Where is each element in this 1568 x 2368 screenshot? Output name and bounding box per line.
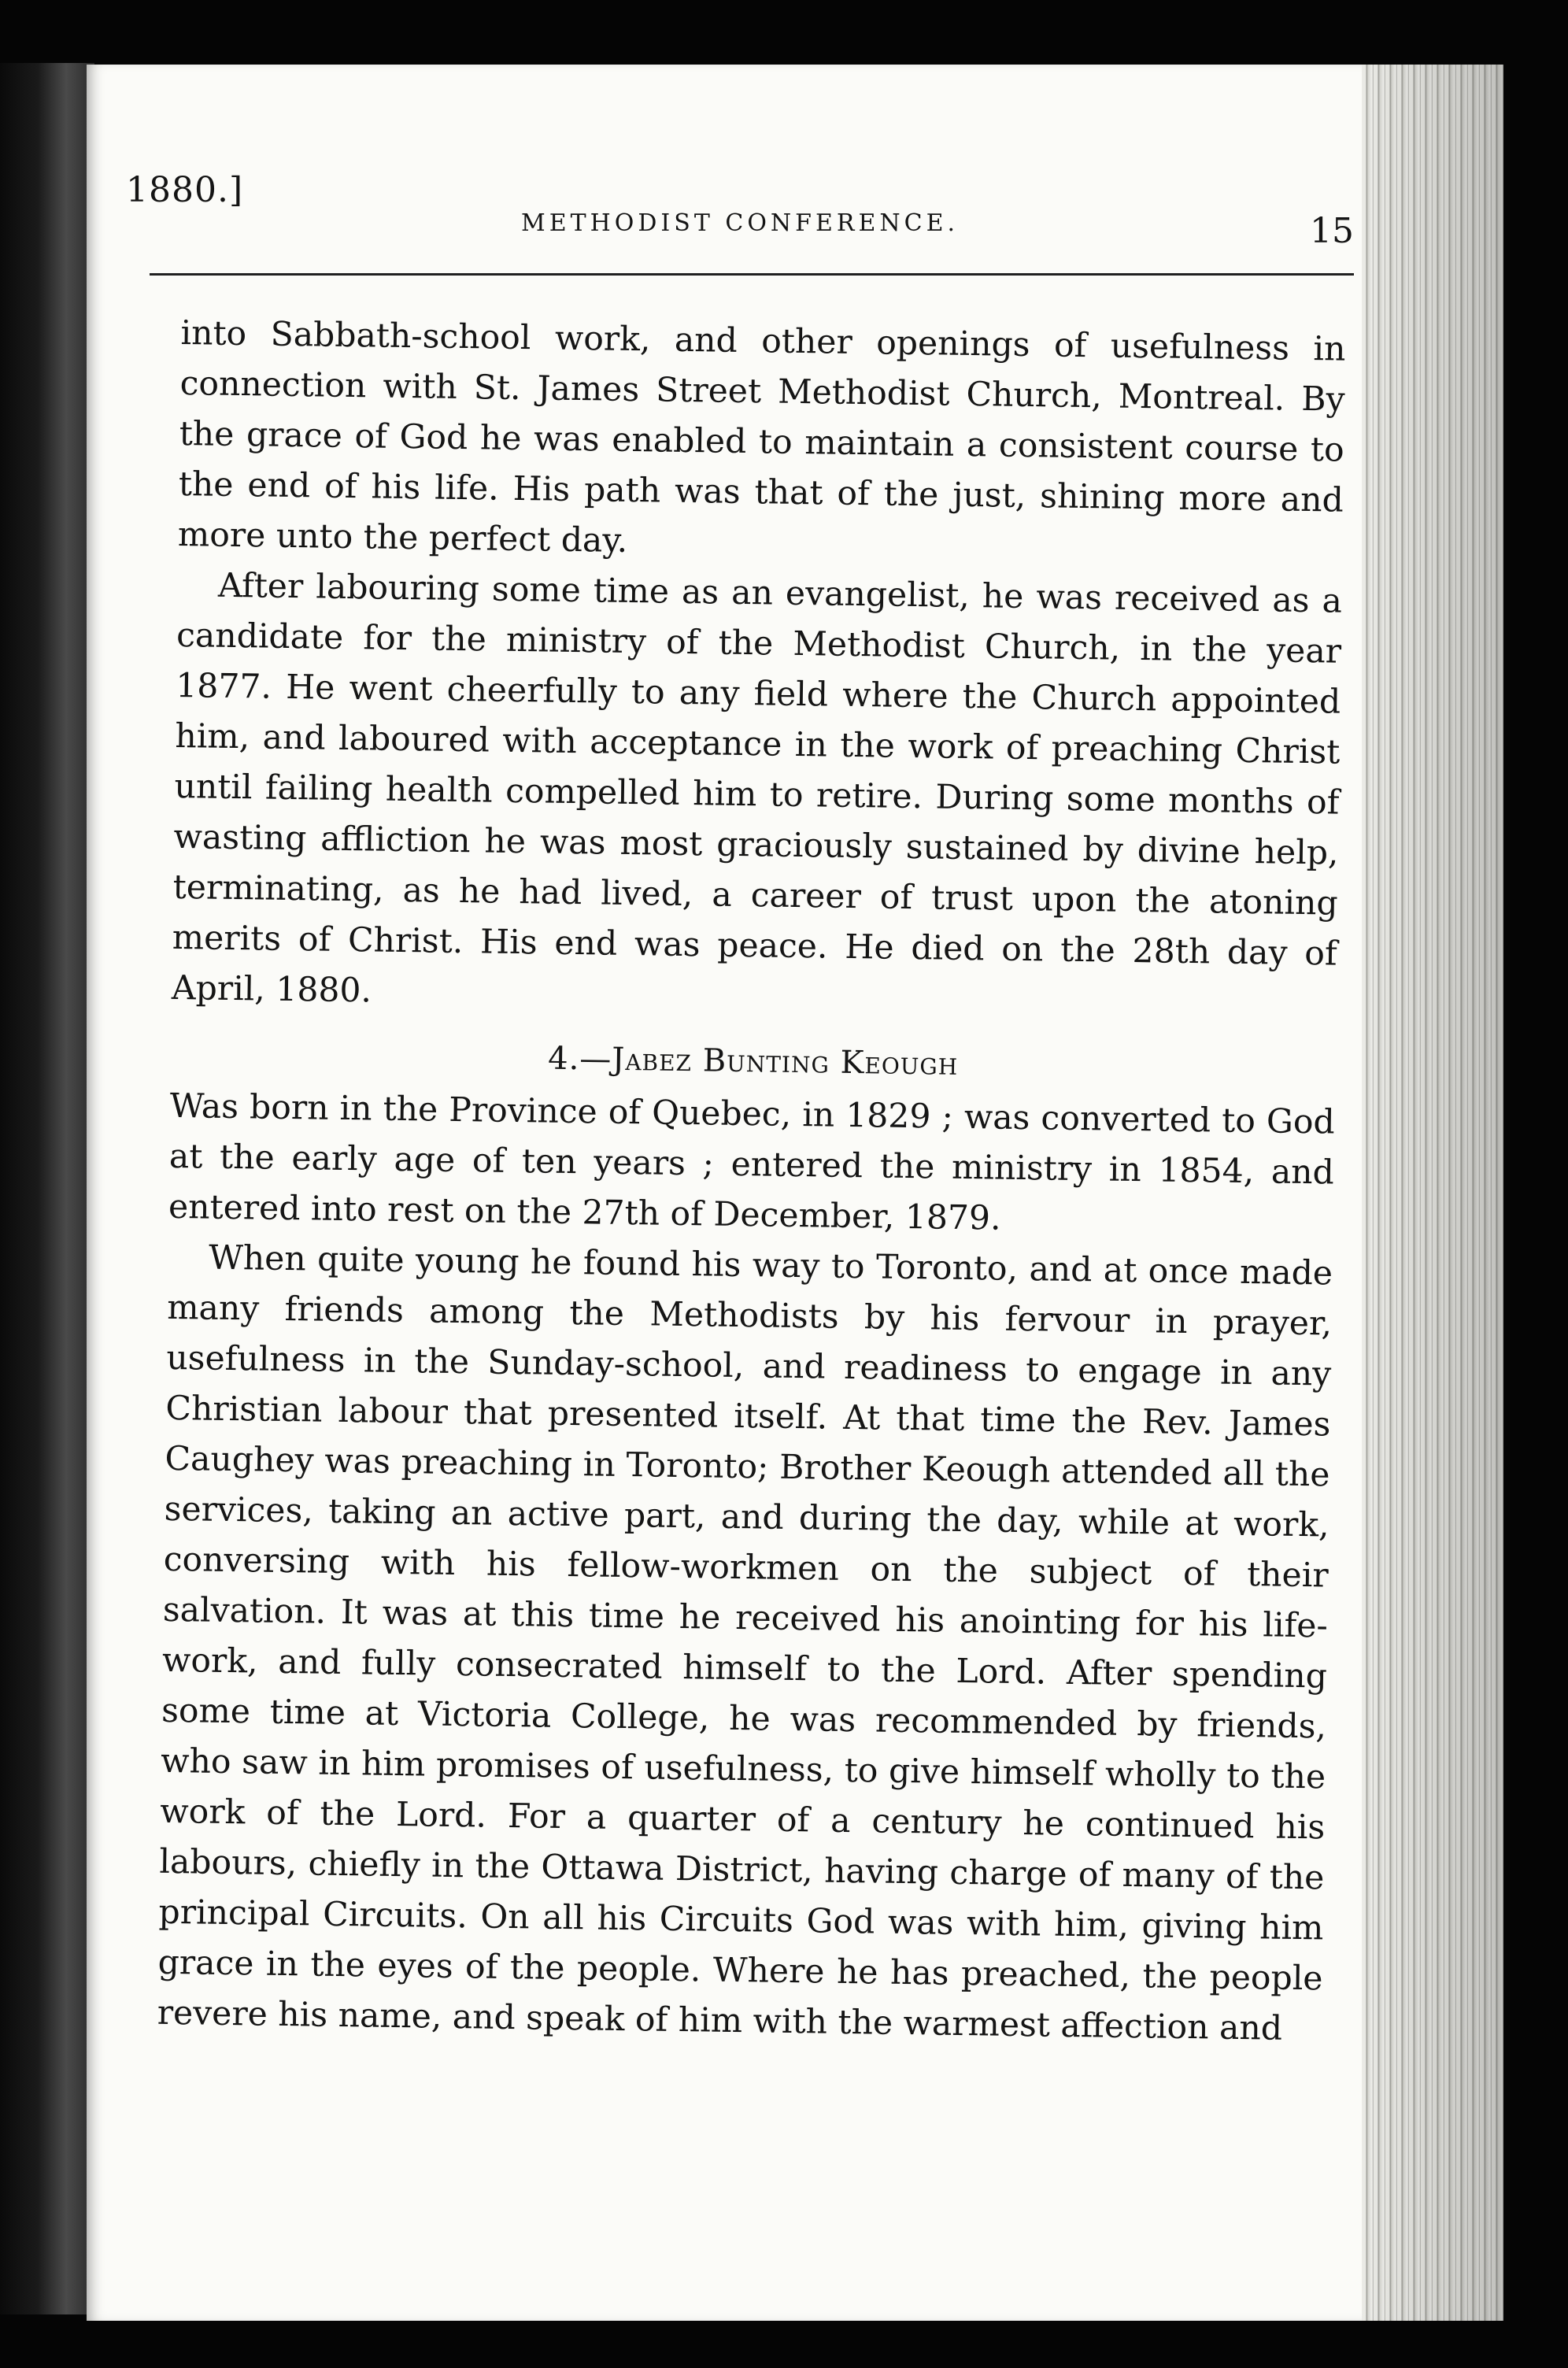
section-paragraph: When quite young he found his way to Toronto, and at once made many friends among the Methodists by his fervour in prayer, usefulness in the Sunday-school, and readiness to engage in any Christian labour that presented itself. At that time the Rev. James Caughey was preaching in Toronto; Brother Keough attended all the services, taking an active part, and during the day, while at work, conversing with his fellow-workmen on the subject of their salvation. It was at this time he received his anointing for his life-work, and fully consecrated himself to the Lord. After spending some time at Victoria College, he was recommended by friends, who saw in him promises of usefulness, to give himself wholly to the work of the Lord. For a quarter of a century he continued his labours, chiefly in the Ottawa District, having charge of many of the principal Circuits. On all his Circuits God was with him, giving him grace in the eyes of the people. Where he has preached, the people revere his name, and speak of him with the warmest affection and (157, 1238, 1333, 2048)
body-text (157, 309, 1346, 2055)
section-heading: 4.—Jabez Bunting Keough (547, 1040, 959, 1082)
page-number: 15 (1310, 211, 1354, 251)
paragraph: After labouring some time as an evangelist, he was received as a candidate for the ministry of the Methodist Church, in the year 1877. He went cheerfully to any field where the Church appointed him, and laboured with acceptance in the work of preaching Christ until failing health compelled him to retire. During some months of wasting affliction he was most graciously sustained by divine help, terminating, as he had lived, a career of trust upon the atoning merits of Christ. His end was peace. He died on the 28th day of April, 1880. (171, 566, 1343, 1011)
running-head-year: 1880.] (126, 170, 244, 210)
running-head-title: METHODIST CONFERENCE. (520, 209, 960, 237)
section-paragraph: Was born in the Province of Quebec, in 1829 ; was converted to God at the early age of ten years ; entered the ministry in 1854, and entered into rest on the 27th of December, 1879. (168, 1086, 1336, 1238)
page-stack-shade (1362, 65, 1503, 2321)
paragraph-continued: into Sabbath-school work, and other openings of usefulness in connection with St. James Street Methodist Church, Montreal. By the grace of God he was enabled to maintain a consistent course to the end of his life. His path was that of the just, shining more and more unto the perfect day. (177, 313, 1346, 561)
running-head (126, 142, 1354, 251)
left-page-edge (0, 63, 94, 2314)
header-rule (150, 273, 1354, 276)
